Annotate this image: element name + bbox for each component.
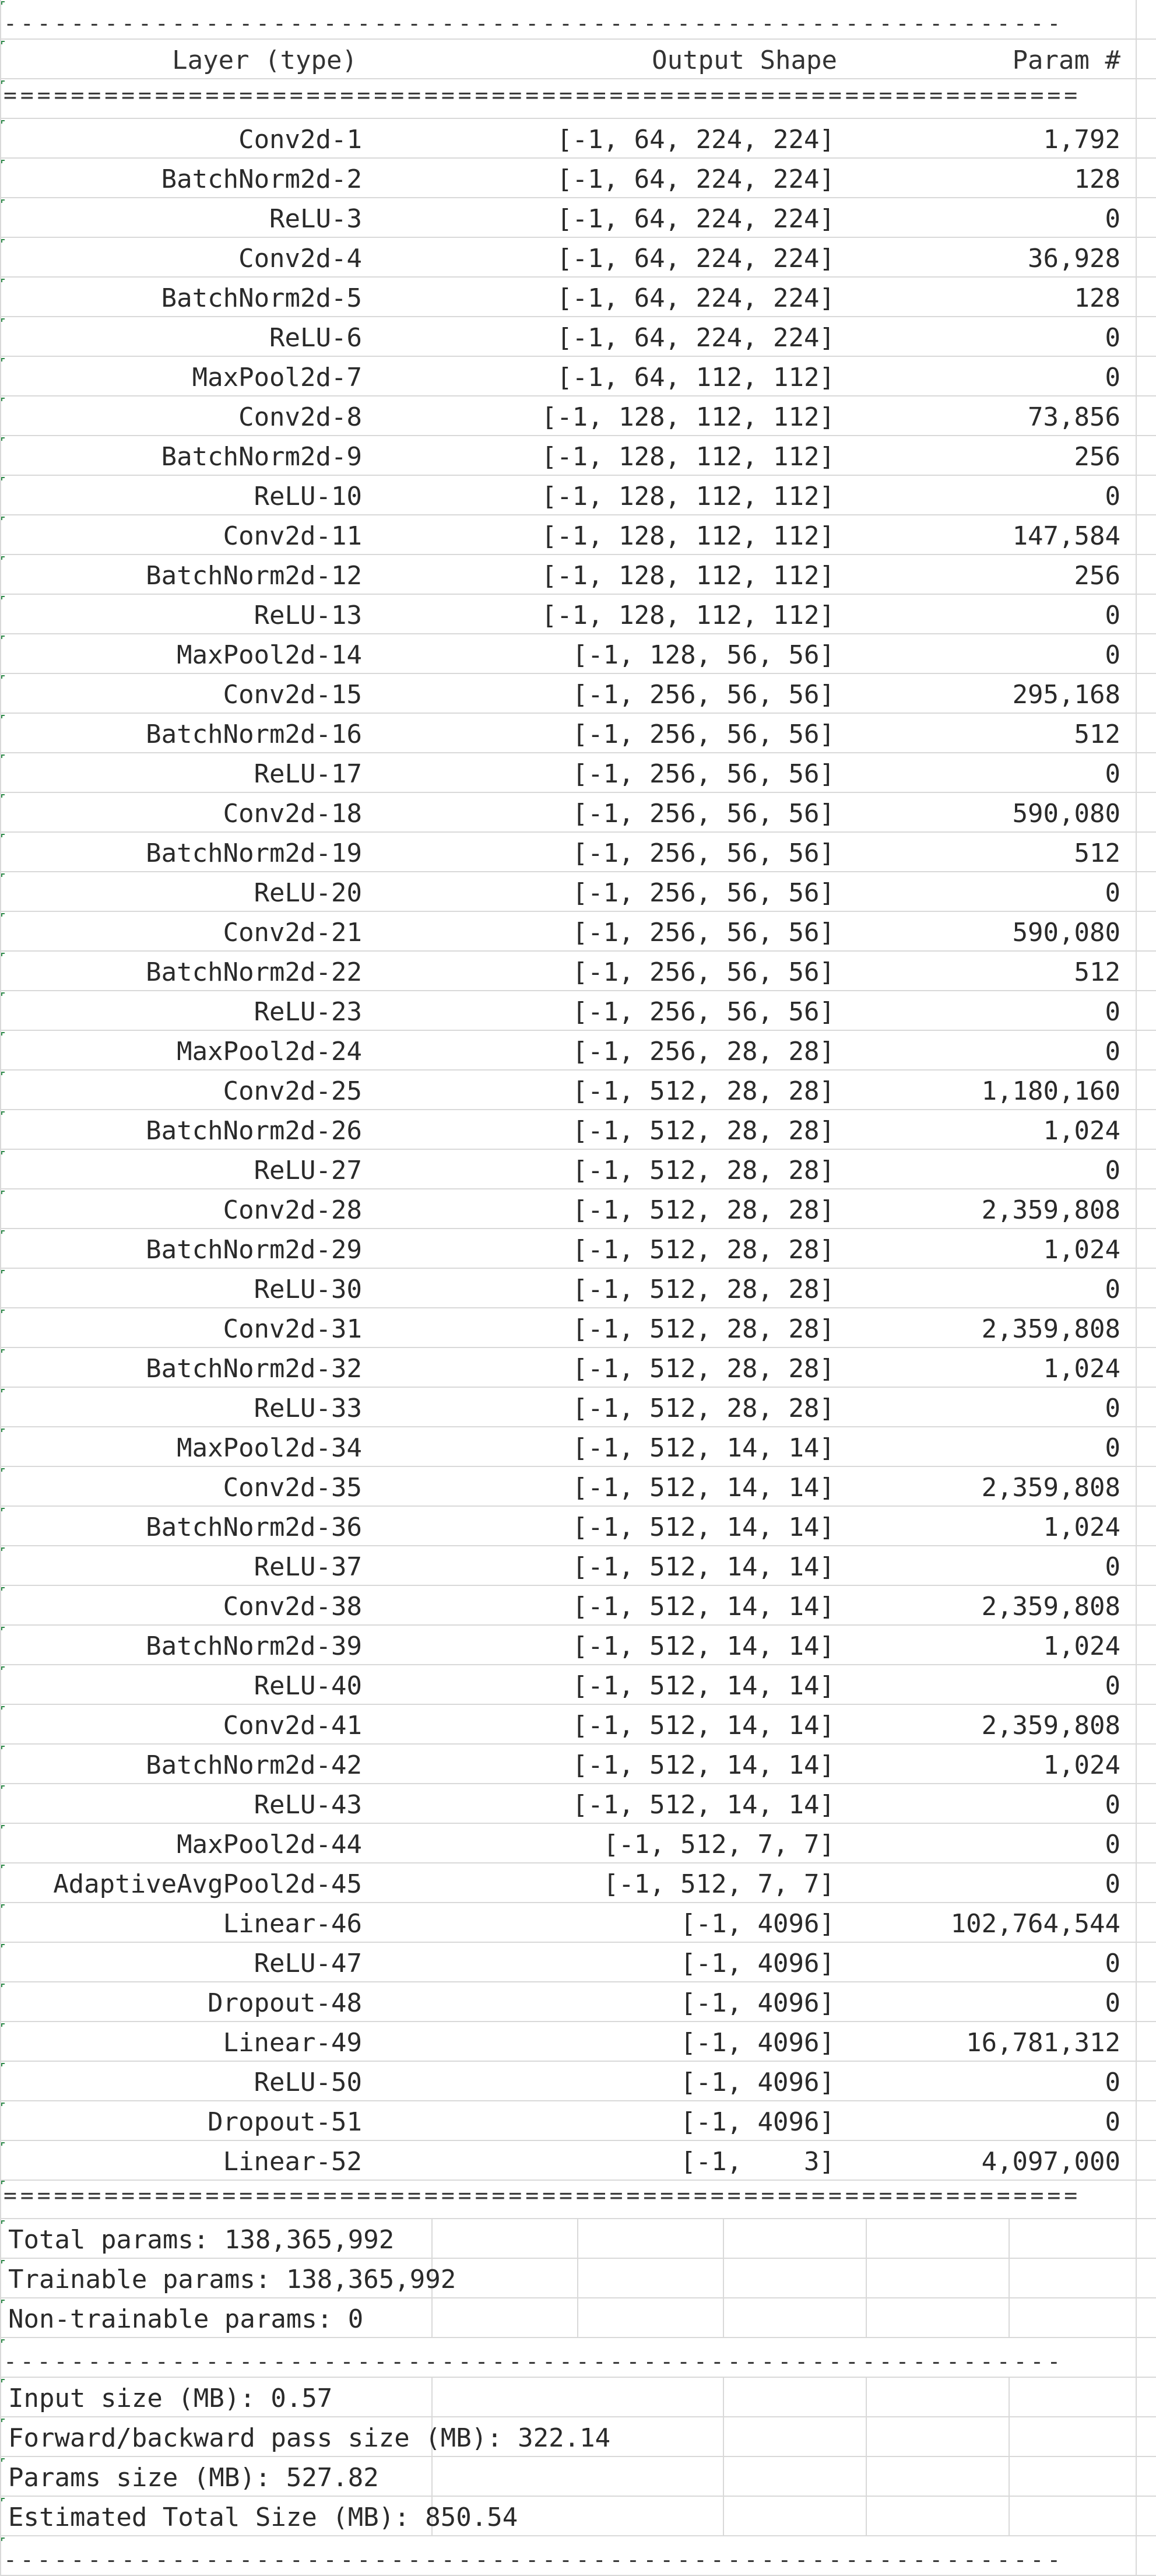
layer-name: Conv2d-8 [238, 402, 362, 432]
output-shape: [-1, 512, 28, 28] [572, 1195, 835, 1225]
output-shape: [-1, 512, 14, 14] [572, 1473, 835, 1503]
cell-marker [1, 794, 5, 798]
param-count: 1,024 [1043, 1116, 1120, 1146]
table-row[interactable] [0, 1388, 1156, 1427]
param-count: 295,168 [1012, 680, 1120, 710]
layer-name: ReLU-37 [254, 1552, 362, 1582]
table-row[interactable] [0, 1626, 1156, 1665]
param-count: 0 [1105, 1671, 1120, 1701]
layer-name: ReLU-6 [269, 323, 362, 353]
param-count: 0 [1105, 1037, 1120, 1066]
layer-name: MaxPool2d-24 [177, 1037, 362, 1066]
output-shape: [-1, 512, 28, 28] [572, 1156, 835, 1185]
param-count: 2,359,808 [981, 1314, 1120, 1344]
equals-rule-bottom[interactable] [0, 2180, 1156, 2219]
cell-marker [1, 953, 5, 956]
table-row[interactable] [0, 1863, 1156, 1903]
cell-marker [1, 556, 5, 560]
table-row[interactable] [0, 436, 1156, 476]
output-shape: [-1, 256, 56, 56] [572, 680, 835, 710]
layer-name: ReLU-47 [254, 1949, 362, 1978]
cell-marker [1, 1825, 5, 1829]
output-shape: [-1, 256, 56, 56] [572, 759, 835, 789]
output-shape: [-1, 4096] [680, 1988, 835, 2018]
layer-name: ReLU-13 [254, 601, 362, 630]
table-row[interactable] [0, 1150, 1156, 1189]
output-shape: [-1, 4096] [680, 2068, 835, 2097]
cell-marker [1, 1151, 5, 1154]
param-count: 0 [1105, 1433, 1120, 1463]
layer-name: ReLU-50 [254, 2068, 362, 2097]
layer-name: ReLU-33 [254, 1394, 362, 1423]
param-count: 0 [1105, 1869, 1120, 1899]
cell-marker [1, 675, 5, 679]
param-count: 512 [1074, 838, 1120, 868]
layer-name: MaxPool2d-14 [177, 640, 362, 670]
output-shape: [-1, 512, 14, 14] [572, 1671, 835, 1701]
summary-row[interactable] [0, 2417, 1156, 2457]
param-count: 1,024 [1043, 1631, 1120, 1661]
cell-marker [1, 41, 5, 44]
layer-name: Linear-46 [223, 1909, 362, 1939]
param-count: 73,856 [1028, 402, 1120, 432]
output-shape: [-1, 128, 112, 112] [541, 521, 835, 551]
cell-marker [1, 1785, 5, 1789]
param-count: 1,024 [1043, 1354, 1120, 1384]
cell-marker [1, 1032, 5, 1036]
table-row[interactable] [0, 317, 1156, 357]
table-row[interactable] [0, 793, 1156, 833]
layer-name: BatchNorm2d-29 [146, 1235, 362, 1265]
cell-marker [1, 1468, 5, 1472]
param-count: 0 [1105, 1830, 1120, 1859]
table-row[interactable] [0, 1586, 1156, 1626]
param-count: 128 [1074, 164, 1120, 194]
layer-name: Conv2d-15 [223, 680, 362, 710]
table-row[interactable] [0, 1943, 1156, 1982]
layer-name: BatchNorm2d-2 [161, 164, 362, 194]
param-count: 102,764,544 [950, 1909, 1120, 1939]
output-shape: [-1, 64, 224, 224] [557, 164, 835, 194]
output-shape: [-1, 128, 112, 112] [541, 402, 835, 432]
layer-name: Dropout-48 [208, 1988, 362, 2018]
layer-name: BatchNorm2d-19 [146, 838, 362, 868]
table-row[interactable] [0, 1507, 1156, 1546]
table-row[interactable] [0, 555, 1156, 595]
layer-name: Dropout-51 [208, 2107, 362, 2137]
output-shape: [-1, 512, 28, 28] [572, 1354, 835, 1384]
output-shape: [-1, 128, 112, 112] [541, 442, 835, 472]
param-count: 36,928 [1028, 244, 1120, 273]
output-shape: [-1, 4096] [680, 1909, 835, 1939]
summary-row[interactable] [0, 2259, 1156, 2298]
cell-marker [1, 1072, 5, 1075]
cell-marker [1, 1270, 5, 1273]
header-row[interactable] [0, 40, 1156, 79]
cell-marker [1, 120, 5, 124]
cell-marker [1, 1944, 5, 1947]
param-count: 256 [1074, 561, 1120, 591]
layer-name: ReLU-40 [254, 1671, 362, 1701]
forward-backward-size: Forward/backward pass size (MB): 322.14 [8, 2423, 611, 2453]
cell-marker [1, 318, 5, 322]
layer-name: MaxPool2d-44 [177, 1830, 362, 1859]
output-shape: [-1, 512, 28, 28] [572, 1394, 835, 1423]
header-param: Param # [1012, 45, 1120, 75]
cell-marker [1, 1587, 5, 1591]
param-count: 1,024 [1043, 1235, 1120, 1265]
output-shape: [-1, 128, 112, 112] [541, 561, 835, 591]
cell-marker [1, 1666, 5, 1670]
cell-marker [1, 358, 5, 362]
layer-name: ReLU-10 [254, 482, 362, 511]
param-count: 0 [1105, 759, 1120, 789]
param-count: 0 [1105, 363, 1120, 392]
cell-marker [1, 1904, 5, 1908]
param-count: 2,359,808 [981, 1195, 1120, 1225]
header-layer: Layer (type) [172, 45, 357, 75]
table-row[interactable] [0, 476, 1156, 515]
cell-marker [1, 1111, 5, 1115]
layer-name: ReLU-23 [254, 997, 362, 1027]
cell-marker [1, 1429, 5, 1432]
layer-name: BatchNorm2d-32 [146, 1354, 362, 1384]
layer-name: BatchNorm2d-16 [146, 720, 362, 749]
table-row[interactable] [0, 674, 1156, 714]
table-row[interactable] [0, 1784, 1156, 1824]
param-count: 2,359,808 [981, 1592, 1120, 1622]
output-shape: [-1, 512, 28, 28] [572, 1275, 835, 1304]
equals-rule-text: ================================================================ [3, 84, 1081, 106]
cell-marker [1, 2260, 5, 2263]
summary-row[interactable] [0, 2497, 1156, 2536]
layer-name: ReLU-17 [254, 759, 362, 789]
output-shape: [-1, 128, 112, 112] [541, 482, 835, 511]
dash-rule-text: --------------------------------------------------------------- [3, 12, 1064, 34]
total-params: Total params: 138,365,992 [8, 2225, 395, 2255]
summary-row[interactable] [0, 2219, 1156, 2259]
cell-marker [1, 2103, 5, 2106]
cell-marker [1, 1746, 5, 1749]
output-shape: [-1, 4096] [680, 2107, 835, 2137]
output-shape: [-1, 512, 14, 14] [572, 1512, 835, 1542]
layer-name: Conv2d-11 [223, 521, 362, 551]
cell-marker [1, 754, 5, 758]
layer-name: BatchNorm2d-36 [146, 1512, 362, 1542]
cell-marker [1, 1310, 5, 1313]
cell-marker [1, 636, 5, 639]
cell-marker [1, 715, 5, 718]
layer-name: ReLU-3 [269, 204, 362, 234]
layer-name: ReLU-43 [254, 1790, 362, 1820]
output-shape: [-1, 512, 7, 7] [603, 1869, 835, 1899]
layer-name: Conv2d-35 [223, 1473, 362, 1503]
layer-name: Conv2d-41 [223, 1711, 362, 1740]
output-shape: [-1, 256, 28, 28] [572, 1037, 835, 1066]
table-row[interactable] [0, 952, 1156, 991]
output-shape: [-1, 512, 28, 28] [572, 1314, 835, 1344]
table-row[interactable] [0, 833, 1156, 872]
output-shape: [-1, 4096] [680, 1949, 835, 1978]
table-row[interactable] [0, 2101, 1156, 2141]
cell-marker [1, 1865, 5, 1868]
layer-name: MaxPool2d-34 [177, 1433, 362, 1463]
non-trainable-params: Non-trainable params: 0 [8, 2304, 364, 2334]
output-shape: [-1, 512, 14, 14] [572, 1750, 835, 1780]
output-shape: [-1, 128, 112, 112] [541, 601, 835, 630]
dash-rule-bottom[interactable] [0, 2536, 1156, 2576]
param-count: 0 [1105, 1156, 1120, 1185]
summary-row[interactable] [0, 2457, 1156, 2497]
table-row[interactable] [0, 1308, 1156, 1348]
layer-name: ReLU-20 [254, 878, 362, 908]
param-count: 0 [1105, 482, 1120, 511]
cell-marker [1, 2063, 5, 2066]
output-shape: [-1, 512, 28, 28] [572, 1116, 835, 1146]
cell-marker [1, 199, 5, 203]
layer-name: Linear-52 [223, 2147, 362, 2177]
table-row[interactable] [0, 991, 1156, 1031]
param-count: 0 [1105, 640, 1120, 670]
table-row[interactable] [0, 1982, 1156, 2022]
cell-marker [1, 2142, 5, 2146]
layer-name: Conv2d-18 [223, 799, 362, 829]
param-count: 0 [1105, 1394, 1120, 1423]
param-count: 590,080 [1012, 918, 1120, 947]
table-row[interactable] [0, 1110, 1156, 1150]
dash-rule-middle[interactable] [0, 2338, 1156, 2378]
table-row[interactable] [0, 1269, 1156, 1308]
table-row[interactable] [0, 357, 1156, 396]
param-count: 0 [1105, 204, 1120, 234]
cell-marker [1, 2458, 5, 2462]
dash-rule-text: --------------------------------------------------------------- [3, 2350, 1064, 2373]
table-row[interactable] [0, 1705, 1156, 1745]
param-count: 0 [1105, 1988, 1120, 2018]
cell-marker [1, 873, 5, 877]
output-shape: [-1, 512, 7, 7] [603, 1830, 835, 1859]
table-row[interactable] [0, 2062, 1156, 2101]
cell-marker [1, 1191, 5, 1194]
layer-name: Conv2d-28 [223, 1195, 362, 1225]
layer-name: Linear-49 [223, 2028, 362, 2058]
cell-marker [1, 2419, 5, 2422]
table-row[interactable] [0, 714, 1156, 753]
layer-name: BatchNorm2d-39 [146, 1631, 362, 1661]
equals-rule-text: ================================================================ [3, 2184, 1081, 2206]
table-row[interactable] [0, 2022, 1156, 2062]
layer-name: AdaptiveAvgPool2d-45 [53, 1869, 362, 1899]
table-row[interactable] [0, 515, 1156, 555]
param-count: 512 [1074, 720, 1120, 749]
table-row[interactable] [0, 1546, 1156, 1586]
table-row[interactable] [0, 1348, 1156, 1388]
cell-marker [1, 2220, 5, 2224]
summary-row[interactable] [0, 2298, 1156, 2338]
cell-marker [1, 398, 5, 401]
cell-marker [1, 1547, 5, 1551]
output-shape: [-1, 256, 56, 56] [572, 878, 835, 908]
output-shape: [-1, 64, 112, 112] [557, 363, 835, 392]
cell-marker [1, 2023, 5, 2027]
output-shape: [-1, 256, 56, 56] [572, 997, 835, 1027]
output-shape: [-1, 128, 56, 56] [572, 640, 835, 670]
cell-marker [1, 1627, 5, 1630]
param-count: 1,024 [1043, 1512, 1120, 1542]
param-count: 2,359,808 [981, 1473, 1120, 1503]
layer-name: Conv2d-31 [223, 1314, 362, 1344]
cell-marker [1, 1706, 5, 1710]
param-count: 512 [1074, 957, 1120, 987]
trainable-params: Trainable params: 138,365,992 [8, 2265, 456, 2294]
cell-marker [1, 160, 5, 163]
param-count: 0 [1105, 997, 1120, 1027]
param-count: 1,024 [1043, 1750, 1120, 1780]
output-shape: [-1, 512, 28, 28] [572, 1235, 835, 1265]
table-row[interactable] [0, 198, 1156, 238]
table-row[interactable] [0, 1071, 1156, 1110]
cell-marker [1, 239, 5, 243]
output-shape: [-1, 512, 14, 14] [572, 1592, 835, 1622]
output-shape: [-1, 64, 224, 224] [557, 283, 835, 313]
cell-marker [1, 1389, 5, 1392]
cell-marker [1, 834, 5, 837]
cell-marker [1, 437, 5, 441]
layer-name: BatchNorm2d-9 [161, 442, 362, 472]
table-row[interactable] [0, 1031, 1156, 1071]
cell-marker [1, 1508, 5, 1511]
param-count: 2,359,808 [981, 1711, 1120, 1740]
table-row[interactable] [0, 872, 1156, 912]
layer-name: BatchNorm2d-22 [146, 957, 362, 987]
equals-rule-top[interactable] [0, 79, 1156, 119]
table-row[interactable] [0, 2141, 1156, 2181]
table-row[interactable] [0, 119, 1156, 159]
input-size: Input size (MB): 0.57 [8, 2384, 333, 2413]
table-row[interactable] [0, 1903, 1156, 1943]
output-shape: [-1, 256, 56, 56] [572, 957, 835, 987]
param-count: 0 [1105, 1790, 1120, 1820]
param-count: 0 [1105, 601, 1120, 630]
param-count: 590,080 [1012, 799, 1120, 829]
param-count: 1,792 [1043, 125, 1120, 155]
param-count: 4,097,000 [981, 2147, 1120, 2177]
cell-marker [1, 1, 5, 5]
cell-marker [1, 2498, 5, 2501]
output-shape: [-1, 256, 56, 56] [572, 799, 835, 829]
table-row[interactable] [0, 1189, 1156, 1229]
summary-row[interactable] [0, 2378, 1156, 2417]
layer-name: ReLU-30 [254, 1275, 362, 1304]
cell-marker [1, 1349, 5, 1353]
dash-rule-text: --------------------------------------------------------------- [3, 2549, 1064, 2571]
output-shape: [-1, 64, 224, 224] [557, 125, 835, 155]
param-count: 0 [1105, 2068, 1120, 2097]
table-row[interactable] [0, 595, 1156, 634]
output-shape: [-1, 512, 14, 14] [572, 1711, 835, 1740]
header-shape: Output Shape [652, 45, 837, 75]
param-count: 16,781,312 [966, 2028, 1120, 2058]
output-shape: [-1, 512, 14, 14] [572, 1790, 835, 1820]
output-shape: [-1, 64, 224, 224] [557, 323, 835, 353]
layer-name: ReLU-27 [254, 1156, 362, 1185]
table-row[interactable] [0, 278, 1156, 317]
output-shape: [-1, 512, 14, 14] [572, 1631, 835, 1661]
cell-marker [1, 2538, 5, 2541]
output-shape: [-1, 512, 14, 14] [572, 1552, 835, 1582]
estimated-total-size: Estimated Total Size (MB): 850.54 [8, 2503, 518, 2532]
param-count: 128 [1074, 283, 1120, 313]
output-shape: [-1, 256, 56, 56] [572, 918, 835, 947]
param-count: 0 [1105, 2107, 1120, 2137]
cell-marker [1, 477, 5, 480]
params-size: Params size (MB): 527.82 [8, 2463, 379, 2493]
param-count: 147,584 [1012, 521, 1120, 551]
cell-marker [1, 1230, 5, 1234]
output-shape: [-1, 512, 28, 28] [572, 1076, 835, 1106]
output-shape: [-1, 4096] [680, 2028, 835, 2058]
output-shape: [-1, 256, 56, 56] [572, 838, 835, 868]
table-row[interactable] [0, 238, 1156, 278]
table-row[interactable] [0, 1665, 1156, 1705]
table-row[interactable] [0, 1467, 1156, 1507]
param-count: 1,180,160 [981, 1076, 1120, 1106]
layer-name: Conv2d-4 [238, 244, 362, 273]
table-row[interactable] [0, 1229, 1156, 1269]
table-row[interactable] [0, 1824, 1156, 1863]
output-shape: [-1, 64, 224, 224] [557, 244, 835, 273]
table-row[interactable] [0, 1745, 1156, 1784]
layer-name: BatchNorm2d-26 [146, 1116, 362, 1146]
layer-name: BatchNorm2d-42 [146, 1750, 362, 1780]
param-count: 0 [1105, 323, 1120, 353]
cell-marker [1, 596, 5, 599]
layer-name: Conv2d-25 [223, 1076, 362, 1106]
table-row[interactable] [0, 159, 1156, 198]
layer-name: Conv2d-38 [223, 1592, 362, 1622]
cell-marker [1, 2339, 5, 2343]
dash-rule-top[interactable] [0, 0, 1156, 40]
table-row[interactable] [0, 1427, 1156, 1467]
param-count: 0 [1105, 878, 1120, 908]
param-count: 256 [1074, 442, 1120, 472]
cell-marker [1, 2379, 5, 2382]
param-count: 0 [1105, 1552, 1120, 1582]
cell-marker [1, 1984, 5, 1987]
output-shape: [-1, 64, 224, 224] [557, 204, 835, 234]
layer-name: BatchNorm2d-5 [161, 283, 362, 313]
layer-name: MaxPool2d-7 [192, 363, 362, 392]
table-row[interactable] [0, 753, 1156, 793]
cell-marker [1, 2300, 5, 2303]
cell-marker [1, 279, 5, 282]
output-shape: [-1, 256, 56, 56] [572, 720, 835, 749]
table-row[interactable] [0, 912, 1156, 952]
output-shape: [-1, 512, 14, 14] [572, 1433, 835, 1463]
cell-marker [1, 992, 5, 996]
layer-name: BatchNorm2d-12 [146, 561, 362, 591]
param-count: 0 [1105, 1949, 1120, 1978]
param-count: 0 [1105, 1275, 1120, 1304]
layer-name: Conv2d-1 [238, 125, 362, 155]
cell-marker [1, 913, 5, 917]
table-row[interactable] [0, 396, 1156, 436]
table-row[interactable] [0, 634, 1156, 674]
layer-name: Conv2d-21 [223, 918, 362, 947]
cell-marker [1, 517, 5, 520]
output-shape: [-1, 3] [680, 2147, 835, 2177]
